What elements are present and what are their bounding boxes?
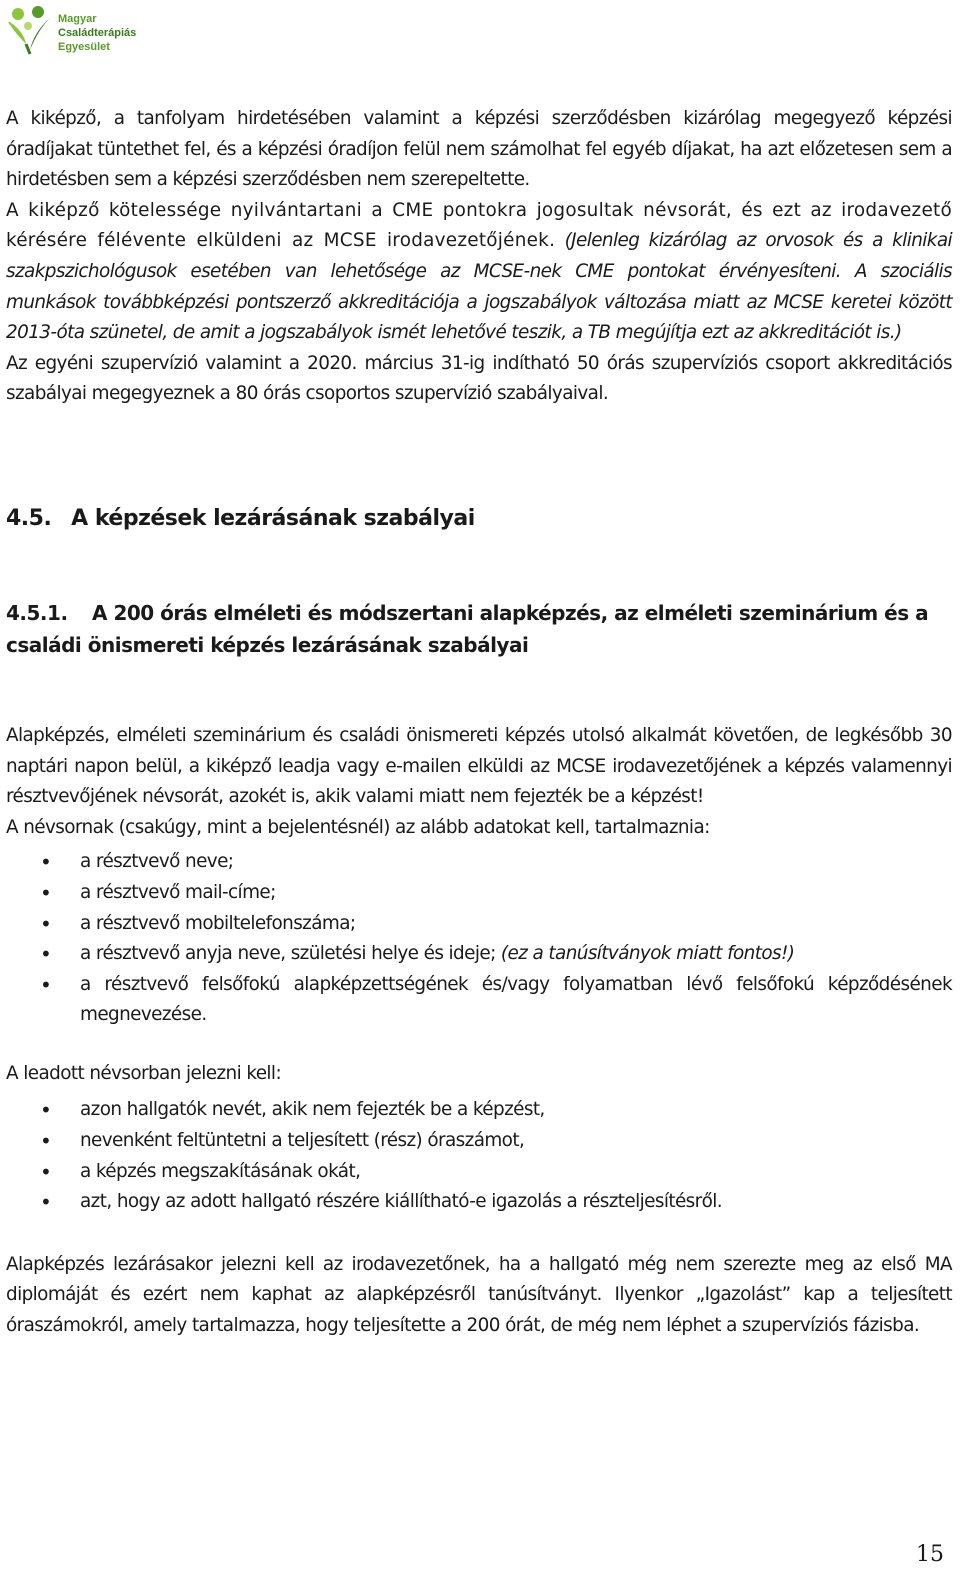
page-number: 15 xyxy=(916,1542,944,1567)
logo-line-2: Családterápiás xyxy=(58,27,137,39)
body-paragraph-2: A névsornak (csakúgy, mint a bejelentésnél) az alább adatokat kell, tartalmaznia: xyxy=(6,816,710,838)
list-item: • a résztvevő mail-címe; xyxy=(6,878,952,909)
family-tree-logo-icon xyxy=(4,4,56,56)
list-item: • a résztvevő neve; xyxy=(6,847,952,878)
intro-p2-text: A kiképző kötelessége nyilvántartani a CME pontokra jogosultak névsorát, és ezt az irodavezető kérésére félévente elküldeni az MCSE irodavezetőjének. xyxy=(6,199,952,252)
subsection-heading xyxy=(6,597,952,661)
body-paragraph-3: A leadott névsorban jelezni kell: xyxy=(6,1062,282,1084)
intro-p2-italic: (Jelenleg kizárólag az orvosok és a klinikai szakpszichológusok esetében van lehetősége az MCSE-nek CME pontokat érvényesíteni. A szociális munkások továbbképzési pontszerző akkreditációja a jogszabályok változása miatt az MCSE keretei között 2013-óta szünetel, de amit a jogszabályok ismét lehetővé teszik, a TB megújítja ezt az akkreditációt is.) xyxy=(6,230,952,344)
intro-paragraph-1: A kiképző, a tanfolyam hirdetésében valamint a képzési szerződésben kizárólag megegyező képzési óradíjakat tüntethet fel, és a képzési óradíjon felül nem számolhat fel egyéb díjakat, ha azt előzetesen sem a hirdetésben sem a képzési szerződésben nem szerepeltette. xyxy=(6,108,952,191)
section-heading xyxy=(6,503,952,535)
logo-line-1: Magyar xyxy=(58,13,97,25)
marking-list xyxy=(6,1095,952,1217)
list-item: • a résztvevő felsőfokú alapképzettségének és/vagy folyamatban lévő felsőfokú képződésének megnevezése. xyxy=(6,970,952,1031)
body-paragraph-4: Alapképzés lezárásakor jelezni kell az irodavezetőnek, ha a hallgató még nem szerezte meg az első MA diplomáját és ezért nem kaphat az alapképzésről tanúsítványt. Ilyenkor „Igazolást” kap a teljesített óraszámokról, amely tartalmazza, hogy teljesítette a 200 órát, de még nem léphet a szupervíziós fázisba. xyxy=(6,1253,952,1337)
list-item: • azt, hogy az adott hallgató részére kiállítható-e igazolás a részteljesítésről. xyxy=(6,1187,952,1218)
list-item xyxy=(6,939,952,970)
intro-paragraph-3: Az egyéni szupervízió valamint a 2020. március 31-ig indítható 50 órás szupervíziós csoport akkreditációs szabályai megegyeznek a 80 órás csoportos szupervízió szabályaival. xyxy=(6,352,952,405)
list-item: • nevenként feltüntetni a teljesített (rész) óraszámot, xyxy=(6,1126,952,1157)
list-item: • azon hallgatók nevét, akik nem fejezték be a képzést, xyxy=(6,1095,952,1126)
list-item-text: a résztvevő anyja neve, születési helye és ideje; xyxy=(80,943,501,965)
list-item-italic: (ez a tanúsítványok miatt fontos!) xyxy=(500,943,795,965)
required-data-list xyxy=(6,847,952,1031)
section-number: 4.5. xyxy=(6,505,52,531)
intro-paragraph-2 xyxy=(6,196,952,349)
list-item: • a résztvevő mobiltelefonszáma; xyxy=(6,909,952,940)
body-paragraph-1: Alapképzés, elméleti szeminárium és családi önismereti képzés utolsó alkalmát követően, de legkésőbb 30 naptári napon belül, a kiképző leadja vagy e-mailen elküldi az MCSE irodavezetőjének a képzés valamennyi résztvevőjének névsorát, azokét is, akik valami miatt nem fejezték be a képzést! xyxy=(6,724,952,808)
logo xyxy=(4,4,164,60)
logo-text xyxy=(58,12,136,54)
subsection-number: 4.5.1. xyxy=(6,600,68,625)
logo-line-3: Egyesület xyxy=(58,41,110,53)
document-page xyxy=(6,104,952,1342)
list-item: • a képzés megszakításának okát, xyxy=(6,1157,952,1188)
section-title: A képzések lezárásának szabályai xyxy=(71,505,475,531)
subsection-title: A 200 órás elméleti és módszertani alapképzés, az elméleti szeminárium és a családi önismereti képzés lezárásának szabályai xyxy=(6,600,929,657)
